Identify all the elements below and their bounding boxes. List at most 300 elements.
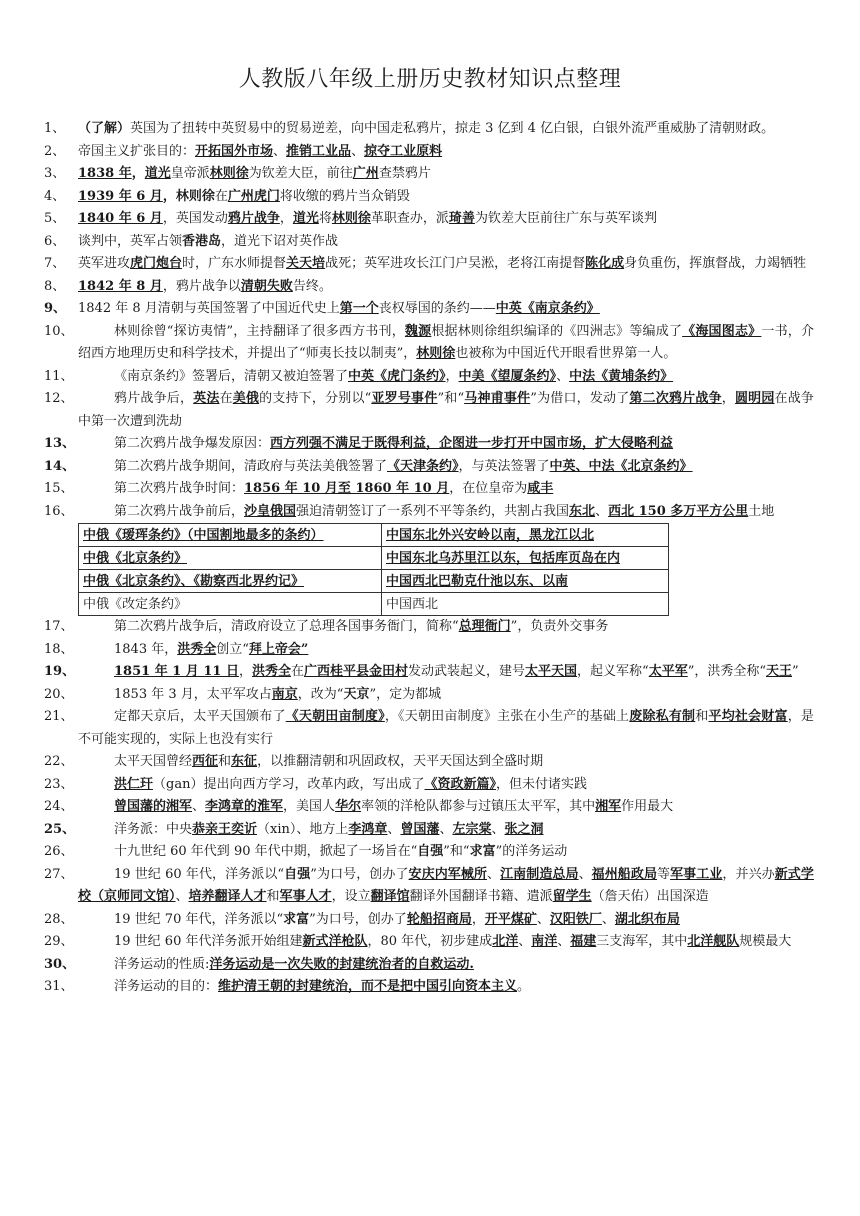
text-run: 发动武装起义，建号 [408, 664, 526, 679]
note-number: 15、 [44, 481, 74, 496]
text-run: ”和“ [437, 391, 465, 406]
text-run: 将 [318, 211, 332, 226]
text-run: 为钦差大臣前往广东与英军谈判 [474, 211, 657, 226]
key-term: 广州虎门 [227, 188, 280, 204]
text-run: ，与英法签署了 [458, 458, 550, 474]
note-text [78, 163, 814, 186]
text-run: 、 [487, 866, 501, 882]
note-number: 14、 [44, 458, 76, 474]
text-run: 。 [517, 979, 531, 994]
text-run: 革职查办，派 [370, 211, 449, 226]
text-run: 19 世纪 60 年代，洋务派以“ [114, 866, 285, 882]
key-term: 曾国藩 [400, 821, 440, 837]
key-term: 广州 [352, 166, 379, 181]
note-item [44, 774, 814, 797]
note-text [78, 433, 814, 456]
note-number: 8、 [44, 278, 66, 294]
note-number: 5、 [44, 211, 66, 226]
key-term: 恭亲王奕䜣 [192, 821, 258, 837]
text-run: 、 [387, 821, 401, 837]
note-item [44, 841, 814, 864]
note-number: 12、 [44, 391, 74, 406]
note-text [78, 231, 814, 254]
note-number: 7、 [44, 256, 66, 271]
note-item [44, 819, 814, 842]
text-run: 规模最大 [739, 934, 792, 949]
key-term: 张之洞 [504, 821, 544, 837]
key-term: 西方列强不满足于既得利益，企图进一步打开中国市场，扩大侵略利益 [270, 436, 674, 451]
text-run: 、 [556, 368, 570, 384]
note-number: 24、 [44, 799, 74, 814]
key-term: 南京 [271, 686, 298, 702]
key-term: 拜上帝会” [248, 641, 309, 657]
text-run: 一书，介绍西方地理历史和科学技术，并提出了“师夷长技以制夷”， [78, 323, 814, 361]
treaty-table [78, 523, 669, 616]
text-run: 谈判中，英军占领 [78, 233, 183, 249]
key-term: 1856 年 10 月至 1860 年 10 月 [244, 481, 450, 496]
note-text [78, 208, 814, 231]
text-run: 为钦差大臣，前往 [248, 166, 353, 181]
note-text [78, 976, 814, 999]
note-text [78, 118, 814, 141]
text-run: 的支持下，分别以“ [259, 391, 372, 406]
text-run: 皇帝派 [170, 166, 210, 181]
table-row [79, 570, 669, 593]
text-run: 洋务运动的目的： [114, 979, 219, 994]
treaty-name-cell: 中俄《北京条约》 [79, 547, 382, 570]
key-term: 西征 [192, 754, 219, 769]
key-term: 鸦片战争 [227, 211, 280, 226]
note-text [78, 954, 814, 977]
key-term: 《资政新篇》 [424, 776, 496, 792]
text-run: 在战争中第一次遭到洗劫 [78, 391, 814, 429]
key-term: 圆明园 [734, 391, 775, 406]
note-text [78, 616, 814, 639]
text-run: 丧权辱国的条约—— [378, 301, 496, 316]
text-run: 根据林则徐组织编译的《四洲志》等编成了 [431, 323, 683, 339]
note-item [44, 298, 814, 321]
key-term: 第二次鸦片战争 [629, 391, 722, 406]
note-number: 11、 [44, 368, 74, 384]
note-number: 2、 [44, 143, 66, 159]
key-term: 军事工业 [670, 866, 723, 882]
text-run: 在 [214, 188, 228, 204]
key-term: 英法 [193, 391, 220, 406]
note-text [78, 388, 814, 433]
text-run: ”为口号，创办了 [309, 911, 407, 927]
key-term: 维护清王朝的封建统治，而不是把中国引向资本主义 [218, 979, 518, 994]
text-run: 翻译外国翻译书籍、遣派 [409, 889, 553, 904]
key-term: 道光 [292, 211, 319, 226]
text-run: 作用最大 [621, 799, 674, 814]
key-term: 东征 [231, 754, 258, 769]
key-term: 中法《黄埔条约》 [569, 368, 674, 384]
note-item [44, 931, 814, 954]
text-run: ”，定为都城 [369, 686, 442, 702]
notes-list-part1 [44, 118, 814, 523]
key-term: 洪秀全 [177, 641, 217, 657]
key-term: 翻译馆 [370, 889, 410, 904]
key-term: 平均社会财富 [708, 709, 788, 724]
key-term: 太平天国 [525, 664, 578, 679]
text-run: ，鸦片战争以 [162, 278, 241, 294]
key-term: 北洋舰队 [687, 934, 740, 949]
text-run: 求富 [469, 844, 496, 859]
text-run: （了解） [78, 121, 131, 136]
note-item [44, 639, 814, 662]
note-item [44, 478, 814, 501]
key-term: 马神甫事件 [464, 391, 531, 406]
text-run: 将收缴的鸦片当众销毁 [279, 188, 410, 204]
note-item [44, 706, 814, 751]
key-term: 咸丰 [527, 481, 554, 496]
text-run: 战死；英军进攻长江门户吴淞，老将江南提督 [325, 256, 586, 271]
text-run: 洋务派：中央 [114, 821, 193, 837]
treaty-name-cell: 中俄《北京条约》、《勘察西北界约记》 [79, 570, 382, 593]
note-number: 25、 [44, 821, 76, 837]
ceded-region-cell: 中国西北巴勒克什池以东、以南 [382, 570, 669, 593]
text-run: ，改为“ [297, 686, 344, 702]
key-term: 李鸿章 [348, 821, 388, 837]
text-run: 、 [439, 821, 453, 837]
key-term: 中英《虎门条约》 [348, 368, 446, 384]
note-number: 17、 [44, 619, 74, 634]
notes-list-part2 [44, 616, 814, 999]
key-term: 北洋 [492, 934, 519, 949]
text-run: 第二次鸦片战争爆发原因： [114, 436, 271, 451]
text-run: 在 [219, 391, 233, 406]
note-item [44, 796, 814, 819]
note-text [78, 931, 814, 954]
key-term: 陈化成 [585, 256, 625, 271]
text-run: 林则徐 [175, 188, 215, 204]
note-number: 1、 [44, 121, 66, 136]
note-item [44, 366, 814, 389]
key-term: 《天津条约》 [387, 458, 459, 474]
text-run: 、 [491, 821, 505, 837]
text-run: 三支海军，其中 [596, 934, 688, 949]
key-term: 南洋 [531, 934, 558, 949]
key-term: 福建 [570, 934, 597, 949]
note-item [44, 433, 814, 456]
key-term: 军事人才 [279, 889, 332, 904]
key-term: 湖北织布局 [614, 911, 680, 927]
note-item [44, 163, 814, 186]
key-term: 林则徐 [416, 346, 456, 361]
key-term: 中美《望厦条约》 [458, 368, 557, 384]
text-run: ，并兴办 [722, 866, 775, 882]
note-item [44, 276, 814, 299]
text-run: 、 [518, 934, 532, 949]
note-item [44, 388, 814, 433]
text-run: ，美国人 [283, 799, 336, 814]
note-item [44, 501, 814, 524]
key-term: 美俄 [232, 391, 260, 406]
text-run: 率领的洋枪队都参与过镇压太平军，其中 [361, 799, 596, 814]
note-item [44, 208, 814, 231]
key-term: 1939 年 6 月 [78, 188, 163, 204]
text-run: 、 [175, 889, 189, 904]
note-number: 26、 [44, 844, 74, 859]
text-run: 天京 [343, 686, 370, 702]
text-run: 帝国主义扩张目的： [78, 143, 196, 159]
text-run: 和 [218, 754, 232, 769]
text-run: ， [131, 166, 145, 181]
treaty-name-cell: 中俄《瑷珲条约》（中国割地最多的条约） [79, 524, 382, 547]
note-number: 6、 [44, 233, 66, 249]
note-text [78, 141, 814, 164]
text-run: 土地 [748, 503, 775, 519]
note-item [44, 616, 814, 639]
key-term: 留学生 [552, 889, 592, 904]
text-run: ，英国发动 [162, 211, 228, 226]
text-run: ”，洪秀全称“ [687, 664, 767, 679]
text-run: 第二次鸦片战争后，清政府设立了总理各国事务衙门，简称“ [114, 619, 459, 634]
table-row [79, 593, 669, 616]
text-run: 、 [578, 866, 592, 882]
text-run: 第二次鸦片战争时间： [114, 481, 245, 496]
note-number: 21、 [44, 709, 74, 724]
text-run: ， [445, 368, 459, 384]
note-text [78, 501, 814, 524]
key-term: 1838 年 [78, 166, 132, 181]
text-run: 和 [695, 709, 709, 724]
note-text [78, 366, 814, 389]
key-term: 太平军 [648, 664, 688, 679]
note-item [44, 231, 814, 254]
text-run: ，但未付诸实践 [495, 776, 587, 792]
text-run: 、 [536, 911, 550, 927]
note-text [78, 253, 814, 276]
key-term: 左宗棠 [452, 821, 492, 837]
key-term: 轮船招商局 [406, 911, 472, 927]
treaty-name-cell: 中俄《改定条约》 [79, 593, 382, 616]
key-term: 新式洋枪队 [302, 934, 368, 949]
text-run: ”为口号，创办了 [310, 866, 409, 882]
key-term: 关天培 [286, 256, 326, 271]
key-term: 亚罗号事件 [371, 391, 438, 406]
key-term: 1851 年 1 月 11 日 [114, 664, 239, 679]
key-term: 中英、中法《北京条约》 [549, 458, 693, 474]
text-run: ，是不可能实现的，实际上也没有实行 [78, 709, 814, 747]
note-item [44, 976, 814, 999]
ceded-region-cell: 中国西北 [382, 593, 669, 616]
note-text [78, 478, 814, 501]
key-term: 李鸿章的淮军 [205, 799, 284, 814]
note-text [78, 456, 814, 479]
note-number: 20、 [44, 686, 74, 702]
key-term: 广西桂平县金田村 [304, 664, 409, 679]
text-run: ，起义军称“ [577, 664, 649, 679]
key-term: 1840 年 6 月 [78, 211, 163, 226]
text-run: 身负重伤，挥旗督战，力竭牺牲 [624, 256, 807, 271]
note-text [78, 186, 814, 209]
note-item [44, 118, 814, 141]
notes-body [44, 118, 814, 999]
note-number: 19、 [44, 664, 76, 679]
note-text [78, 774, 814, 797]
page-title: 人教版八年级上册历史教材知识点整理 [238, 67, 622, 92]
key-term: 沙皇俄国 [244, 503, 297, 519]
note-item [44, 661, 814, 684]
text-run: 和 [266, 889, 280, 904]
text-run: 、 [595, 503, 609, 519]
text-run: 查禁鸦片 [378, 166, 431, 181]
note-text [78, 706, 814, 751]
note-item [44, 684, 814, 707]
key-term: 推销工业品 [286, 143, 352, 159]
note-number: 9、 [44, 301, 67, 316]
note-number: 18、 [44, 641, 74, 657]
text-run: 19 世纪 70 年代，洋务派以“ [114, 911, 284, 927]
text-run: ”的洋务运动 [495, 844, 568, 859]
note-text [78, 841, 814, 864]
key-term: 琦善 [448, 211, 475, 226]
key-term: 汉阳铁厂 [549, 911, 602, 927]
text-run: 十九世纪 60 年代到 90 年代中期，掀起了一场旨在“ [114, 844, 418, 859]
text-run: ”和“ [443, 844, 470, 859]
note-text [78, 909, 814, 932]
text-run: 英国为了扭转中英贸易中的贸易逆差，向中国走私鸦片，掠走 3 亿到 4 亿白银，白银外流严重威胁了清朝财政。 [130, 121, 775, 136]
text-run: 时，广东水师提督 [182, 256, 287, 271]
text-run: 也被称为中国近代开眼看世界第一人。 [455, 346, 677, 361]
text-run: 鸦片战争后， [114, 391, 194, 406]
note-text [78, 639, 814, 662]
text-run: 、 [601, 911, 615, 927]
text-run: ，《天朝田亩制度》主张在小生产的基础上 [384, 709, 630, 724]
key-term: 华尔 [335, 799, 362, 814]
note-text [78, 276, 814, 299]
text-run: ， [471, 911, 485, 927]
text-run: 等 [657, 866, 671, 882]
key-term: 福州船政局 [591, 866, 658, 882]
key-term: 开拓国外市场 [195, 143, 274, 159]
note-number: 23、 [44, 776, 74, 792]
note-number: 27、 [44, 866, 74, 882]
table-row [79, 524, 669, 547]
text-run: 告终。 [292, 278, 332, 294]
text-run: 、 [351, 143, 365, 159]
note-item [44, 141, 814, 164]
text-run: ，设立 [331, 889, 371, 904]
note-item [44, 456, 814, 479]
key-term: 洪秀全 [251, 664, 291, 679]
note-item [44, 954, 814, 977]
key-term: 《海国图志》 [682, 323, 762, 339]
key-term: 1842 年 8 月 [78, 278, 163, 294]
text-run: ，以推翻清朝和巩固政权，天平天国达到全盛时期 [257, 754, 544, 769]
key-term: 清朝失败 [240, 278, 293, 294]
key-term: 第一个 [339, 301, 379, 316]
text-run: 1842 年 8 月清朝与英国签署了中国近代史上 [78, 301, 340, 316]
note-text [78, 796, 814, 819]
key-term: 开平煤矿 [484, 911, 537, 927]
text-run: ， [279, 211, 293, 226]
key-term: 《天朝田亩制度》 [285, 709, 385, 724]
text-run: 创立“ [216, 641, 249, 657]
key-term: 虎门炮台 [130, 256, 183, 271]
key-term: 魏源 [404, 323, 432, 339]
note-item [44, 253, 814, 276]
note-text [78, 298, 814, 321]
text-run: ，道光下诏对英作战 [221, 233, 339, 249]
text-run: 在 [290, 664, 304, 679]
text-run: 林则徐曾“探访夷情”，主持翻译了很多西方书刊， [114, 323, 405, 339]
note-text [78, 864, 814, 909]
note-number: 10、 [44, 323, 74, 339]
key-term: 洪仁玕 [114, 776, 154, 792]
text-run: ， [721, 391, 735, 406]
key-term: 曾国藩的湘军 [114, 799, 193, 814]
note-number: 28、 [44, 911, 74, 927]
text-run: ” [792, 664, 799, 679]
text-run: 香港岛 [182, 233, 222, 249]
key-term: 废除私有制 [629, 709, 696, 724]
key-term: 江南制造总局 [500, 866, 579, 882]
key-term: 林则徐 [331, 211, 371, 226]
note-text [78, 819, 814, 842]
text-run: 、 [557, 934, 571, 949]
text-run: （gan）提出向西方学习，改革内政，写出成了 [153, 776, 425, 792]
key-term: 总理衙门 [458, 619, 511, 634]
text-run: 求富 [283, 911, 310, 927]
note-text [78, 751, 814, 774]
text-run: ”，负责外交事务 [510, 619, 609, 634]
text-run: （詹天佑）出国深造 [591, 889, 709, 904]
note-number: 13、 [44, 436, 76, 451]
text-run: 自强 [284, 866, 311, 882]
text-run: 1853 年 3 月，太平军攻占 [114, 686, 272, 702]
key-term: 西北 150 多万平方公里 [608, 503, 749, 519]
key-term: 掠夺工业原料 [364, 143, 443, 159]
key-term: 道光 [144, 166, 171, 181]
key-term: 培养翻译人才 [188, 889, 267, 904]
note-number: 3、 [44, 166, 66, 181]
text-run: 太平天国曾经 [114, 754, 193, 769]
text-run: 定都天京后，太平天国颁布了 [114, 709, 286, 724]
text-run: 、 [192, 799, 206, 814]
note-number: 4、 [44, 188, 66, 204]
key-term: 湘军 [595, 799, 622, 814]
note-item [44, 321, 814, 366]
table-row [79, 547, 669, 570]
ceded-region-cell: 中国东北乌苏里江以东，包括库页岛在内 [382, 547, 669, 570]
note-number: 29、 [44, 934, 74, 949]
note-number: 31、 [44, 979, 74, 994]
note-number: 22、 [44, 754, 74, 769]
key-term: 洋务运动是一次失败的封建统治者的自救运动. [209, 956, 474, 972]
note-item [44, 751, 814, 774]
text-run: 第二次鸦片战争前后， [114, 503, 245, 519]
note-text [78, 321, 814, 366]
key-term: 安庆内军械所 [408, 866, 488, 882]
key-term: 中英《南京条约》 [495, 301, 600, 316]
text-run: 强迫清朝签订了一系列不平等条约，共割占我国 [296, 503, 570, 519]
text-run: 自强 [417, 844, 444, 859]
text-run: 第二次鸦片战争期间，清政府与英法美俄签署了 [114, 458, 388, 474]
text-run: 19 世纪 60 年代洋务派开始组建 [114, 934, 303, 949]
note-number: 16、 [44, 503, 74, 519]
text-run: ， [238, 664, 252, 679]
note-item [44, 864, 814, 909]
text-run: 1843 年， [114, 641, 178, 657]
key-term: 东北 [569, 503, 596, 519]
key-term: 林则徐 [209, 166, 249, 181]
note-item [44, 909, 814, 932]
text-run: ， [162, 188, 176, 204]
note-number: 30、 [44, 956, 76, 972]
ceded-region-cell: 中国东北外兴安岭以南，黑龙江以北 [382, 524, 669, 547]
